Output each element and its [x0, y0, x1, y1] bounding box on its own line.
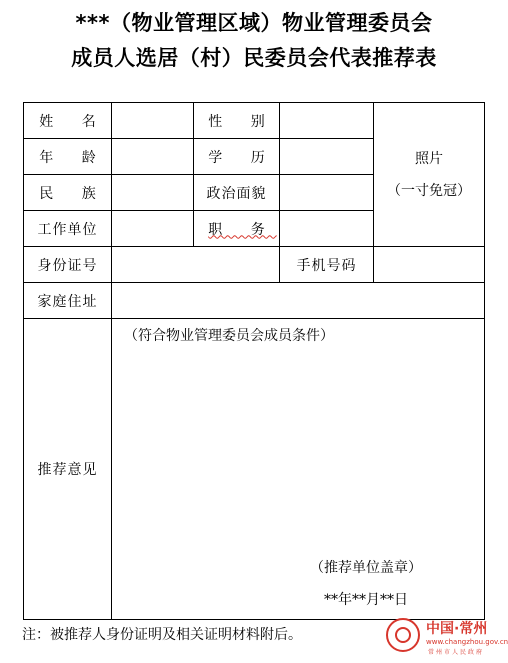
- opinion-hint: （符合物业管理委员会成员条件）: [124, 328, 334, 344]
- watermark-gov: 常州市人民政府: [428, 649, 485, 656]
- emblem-icon: [386, 618, 420, 652]
- phone-field[interactable]: [374, 247, 485, 283]
- age-label: 年 龄: [24, 139, 112, 175]
- gender-field[interactable]: [280, 103, 374, 139]
- opinion-label: 推荐意见: [24, 319, 112, 620]
- changzhou-watermark-logo: [382, 616, 508, 660]
- title-line-1: ***（物业管理区域）物业管理委员会: [75, 11, 433, 35]
- id-number-label: 身份证号: [24, 247, 112, 283]
- address-label: 家庭住址: [24, 283, 112, 319]
- name-field[interactable]: [112, 103, 194, 139]
- recommendation-form-table: [23, 102, 485, 620]
- watermark-url: www.changzhou.gov.cn: [426, 638, 508, 646]
- work-unit-label: 工作单位: [24, 211, 112, 247]
- name-label: 姓 名: [24, 103, 112, 139]
- seal-text: （推荐单位盖章）: [310, 560, 422, 576]
- id-number-field[interactable]: [112, 247, 280, 283]
- date-text: **年**月**日: [324, 592, 408, 608]
- photo-box[interactable]: [374, 103, 485, 247]
- ethnicity-label: 民 族: [24, 175, 112, 211]
- watermark-name: 中国·常州: [426, 621, 488, 637]
- photo-label: 照片: [415, 150, 443, 167]
- address-field[interactable]: [112, 283, 485, 319]
- position-field[interactable]: [280, 211, 374, 247]
- ethnicity-field[interactable]: [112, 175, 194, 211]
- education-label: 学 历: [194, 139, 280, 175]
- work-unit-field[interactable]: [112, 211, 194, 247]
- political-status-label: 政治面貌: [194, 175, 280, 211]
- photo-size-label: （一寸免冠）: [387, 182, 471, 199]
- gender-label: 性 别: [194, 103, 280, 139]
- age-field[interactable]: [112, 139, 194, 175]
- title-line-2: 成员人选居（村）民委员会代表推荐表: [71, 46, 437, 70]
- phone-label: 手机号码: [280, 247, 374, 283]
- education-field[interactable]: [280, 139, 374, 175]
- opinion-field[interactable]: [112, 319, 485, 620]
- position-label: 职 务: [194, 211, 280, 247]
- footnote: 注：被推荐人身份证明及相关证明材料附后。: [22, 627, 302, 643]
- political-status-field[interactable]: [280, 175, 374, 211]
